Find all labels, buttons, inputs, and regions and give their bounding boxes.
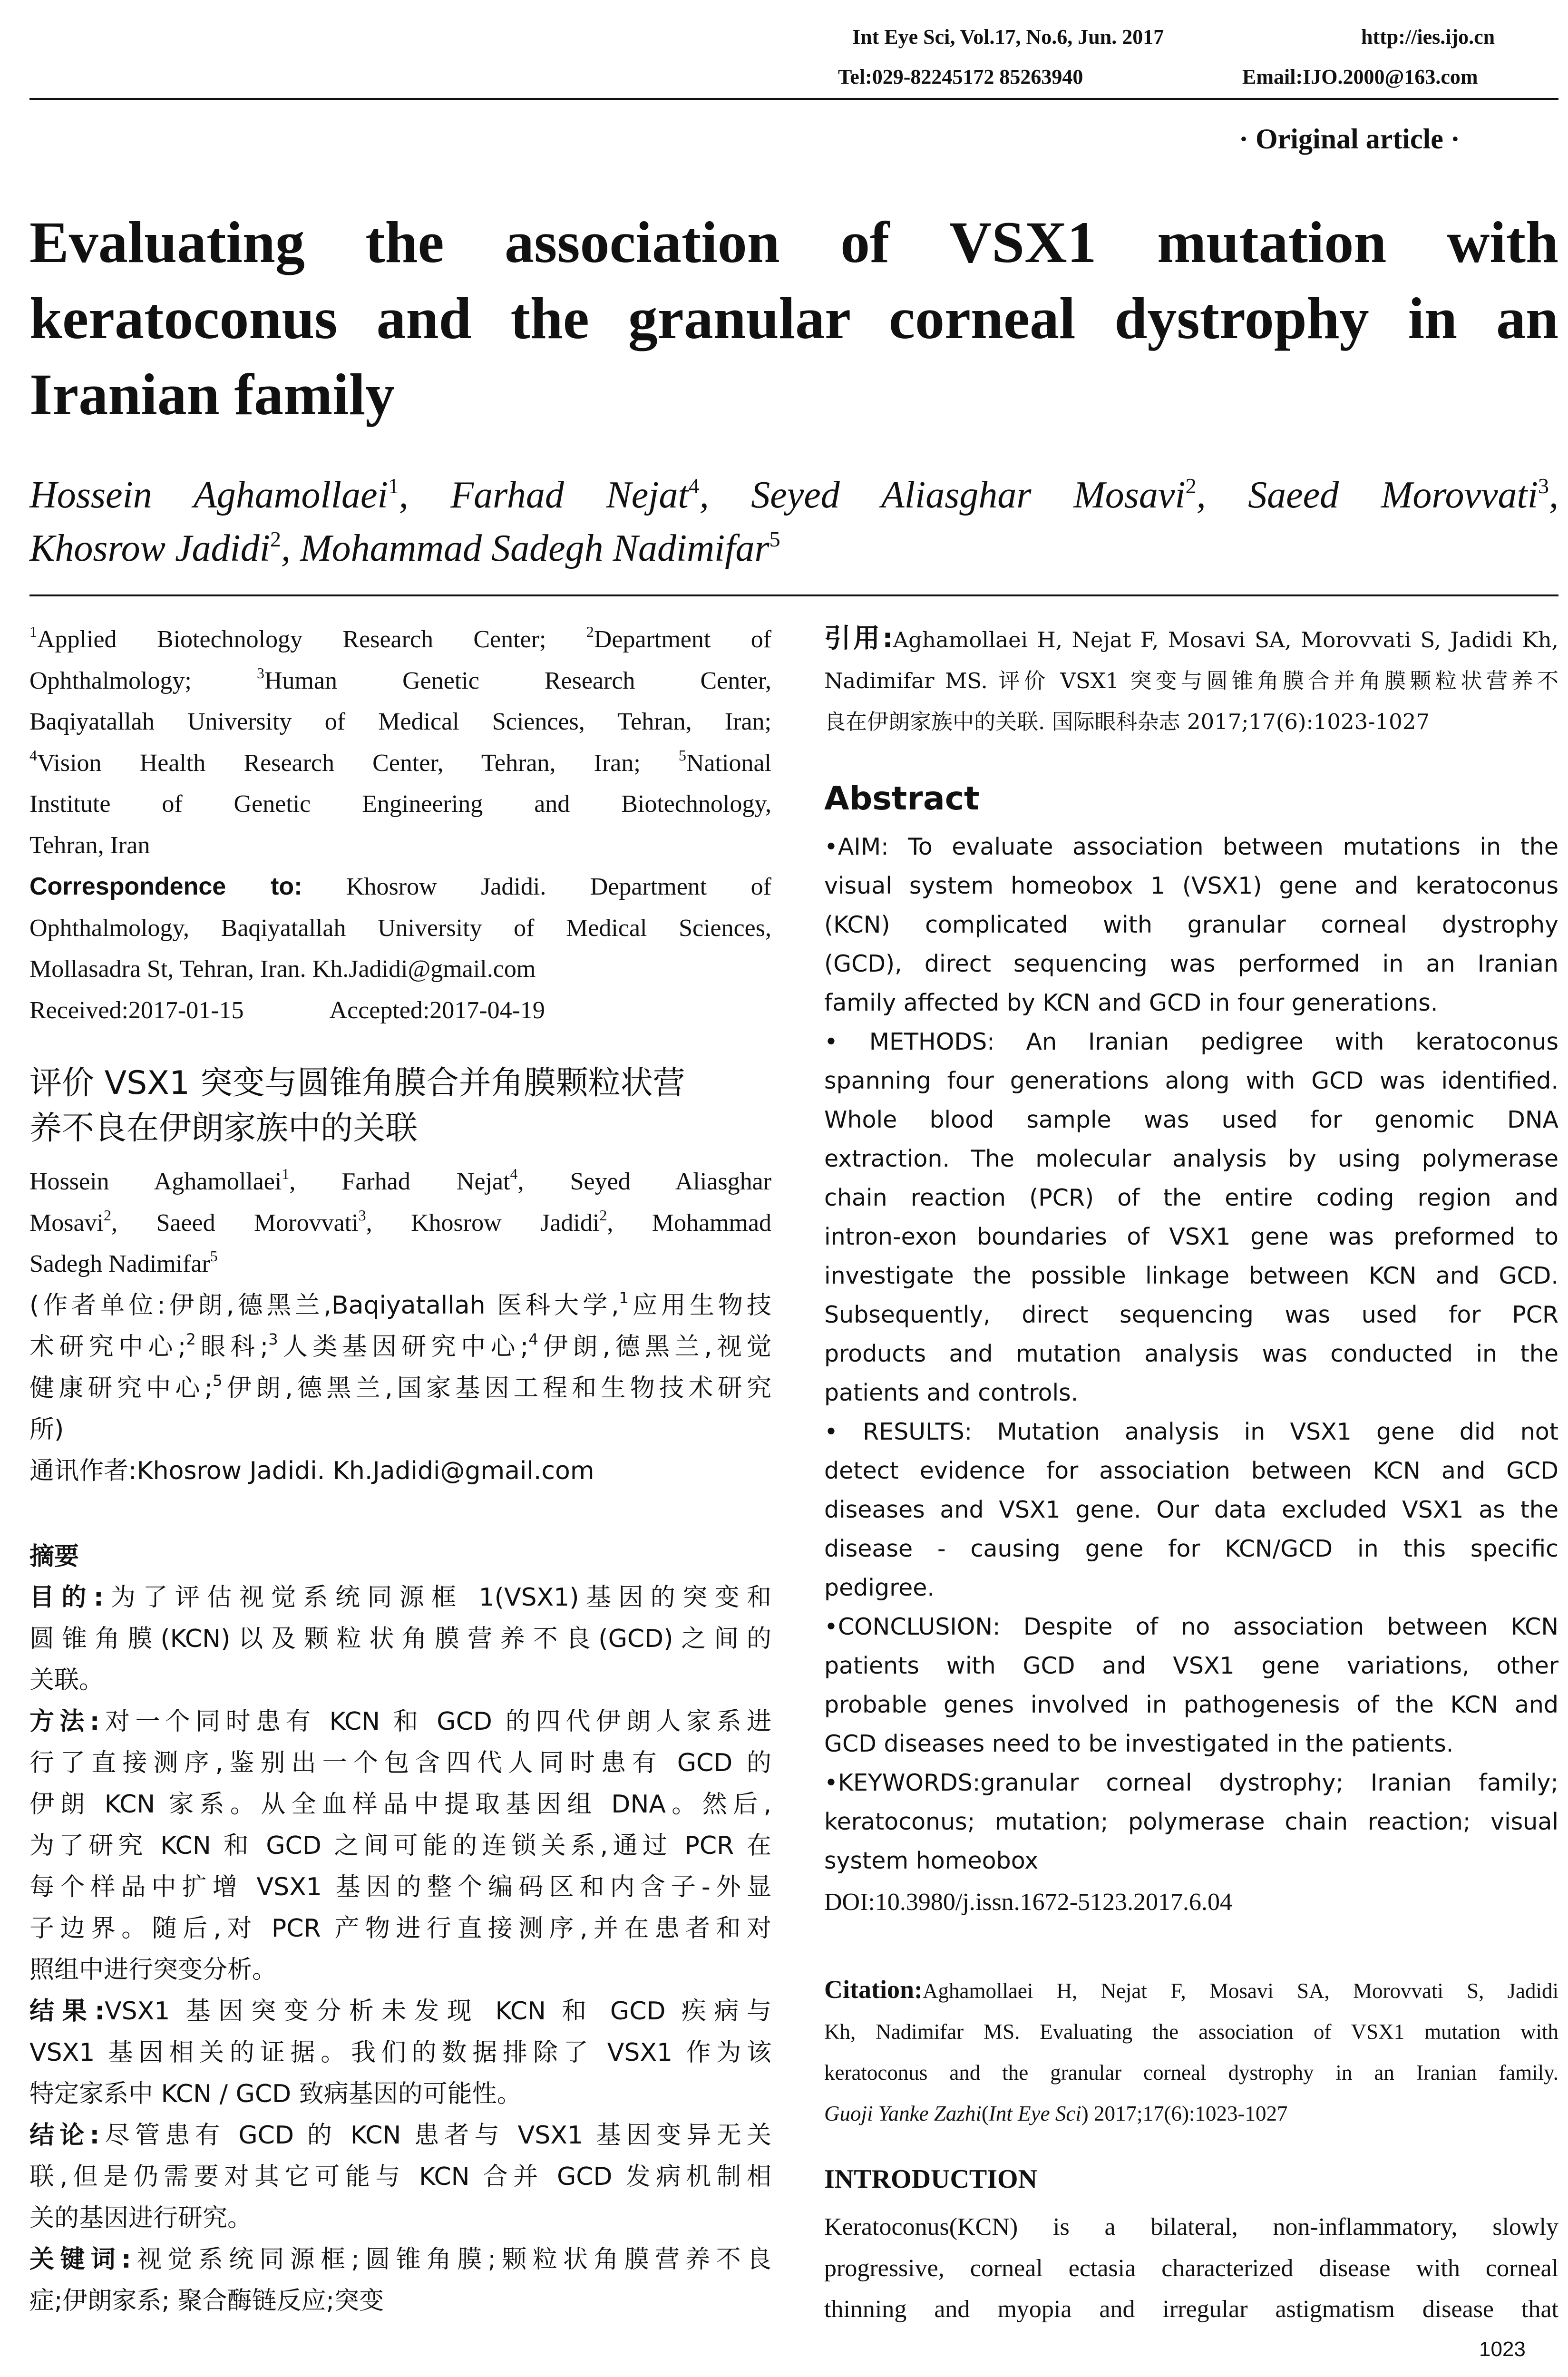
introduction-heading: INTRODUCTION [824,2164,1038,2194]
conclusion-label: •CONCLUSION: [824,1613,1001,1640]
cn-citation-label: 引用: [824,623,893,654]
cn-citation: 引用:Aghamollaei H, Nejat F, Mosavi SA, Morovvati S, Jadidi Kh, Nadimifar MS. 评价 VSX1 突变与圆锥角膜合并角膜颗粒状营养不 良在伊朗家族中的关联. 国际眼科杂志 2017;17(6):1023-1027 [824,623,1558,734]
cn-methods-label: 方法: [29,1707,100,1736]
cn-affiliations: (作者单位:伊朗,德黑兰,Baqiyatallah 医科大学,$^1$应用生物技 术研究中心;$^2$眼科;$^3$人类基因研究中心;$^4$伊朗,德黑兰,视觉 健康研究中心;$^5$伊朗,德黑兰,国家基因工程和生物技术研究 所) 通讯作者:Khosrow Jadidi. Kh.Jadidi@gmail.com [29,1285,771,1492]
cn-conclusion-label: 结论: [29,2121,100,2150]
keywords-label: •KEYWORDS: [824,1769,981,1796]
methods-label: • METHODS: [824,1028,995,1055]
author-name: Seyed Aliasghar Mosavi [751,474,1186,516]
author-name: Khosrow Jadidi [29,527,270,569]
received-date: Received:2017-01-15 [29,996,244,1024]
author-affil-sup: 2 [1185,474,1197,498]
header-rule [29,98,1558,100]
cn-results-label: 结果: [29,1997,105,2026]
cn-abstract: 目的:为了评估视觉系统同源框 1(VSX1)基因的突变和 圆锥角膜(KCN)以及颗粒状角膜营养不良(GCD)之间的 关联。 方法:对一个同时患有 KCN 和 GCD 的四代伊朗人家系进 行了直接测序,鉴别出一个包含四代人同时患有 GCD 的 伊朗 KCN 家系。从全血样品中提取基因组 DNA。然后, 为了研究 KCN 和 GCD 之间可能的连锁关系,通过 PCR 在 每个样品中扩增 VSX1 基因的整个编码区和内含子-外显 子边界。随后,对 PCR 产物进行直接测序,并在患者和对 照组中进行突变分析。 结果:VSX1 基因突变分析未发现 KCN 和 GCD 疾病与 VSX1 基因相关的证据。我们的数据排除了 VSX1 作为该 特定家系中 KCN / GCD 致病基因的可能性。 结论:尽管患有 GCD 的 KCN 患者与 VSX1 基因变异无关 联,但是仍需要对其它可能与 KCN 合并 GCD 发病机制相 关的基因进行研究。 关键词:视觉系统同源框;圆锥角膜;颗粒状角膜营养不良 症;伊朗家系; 聚合酶链反应;突变 [29,1583,772,2315]
cn-aim-label: 目的: [29,1583,104,1612]
abstract-heading: Abstract [824,780,980,818]
author-name: Hossein Aghamollaei [29,474,388,516]
author-affil-sup: 2 [270,527,281,551]
author-name: Saeed Morovvati [1248,474,1538,516]
author-affil-sup: 5 [769,527,780,551]
citation-label: Citation: [824,1975,923,2004]
cn-abstract-heading: 摘要 [29,1542,79,1571]
author-name: Mohammad Sadegh Nadimifar [300,527,769,569]
journal-url[interactable]: http://ies.ijo.cn [1361,25,1495,49]
article-title [29,205,1558,433]
author-name: Farhad Nejat [450,474,689,516]
author-affil-sup: 4 [688,474,700,498]
introduction-body: Keratoconus(KCN) is a bilateral, non-inflammatory, slowly progressive, corneal ectasia characterized disease with corneal thinning and myopia and irregular astigmatism disease that [824,2213,1558,2323]
title-line: keratoconus and the granular corneal dystrophy in an [29,286,1558,351]
citation: Citation:Aghamollaei H, Nejat F, Mosavi SA, Morovvati S, Jadidi Kh, Nadimifar MS. Evaluating the association of VSX1 mutation with keratoconus and the granular corneal dystrophy in an Iranian family. Guoji Yanke Zazhi(Int Eye Sci) 2017;17(6):1023-1027 [824,1975,1558,2125]
author-list: Hossein Aghamollaei$^1$, Farhad Nejat$^4$, Seyed Aliasghar Mosavi$^2$, Saeed Morovvati$^3$, Khosrow Jadidi$^2$, Mohammad Sadegh Nadimifar$^5$ [29,474,1558,569]
affiliations: $^1$Applied Biotechnology Research Center; $^2$Department of Ophthalmology; $^3$Human Genetic Research Center, Baqiyatallah University of Medical Sciences, Tehran, Iran; $^4$Vision Health Research Center, Tehran, Iran; $^5$National Institute of Genetic Engineering and Biotechnology, Tehran, Iran Correspondence to: Khosrow Jadidi. Department of Ophthalmology, Baqiyatallah University of Medical Sciences, Mollasadra St, Tehran, Iran. Kh.Jadidi@gmail.com Received:2017-01-15 Accepted:2017-04-19 [29,623,772,1024]
cn-authors: Hossein Aghamollaei$^1$, Farhad Nejat$^4$, Seyed Aliasghar Mosavi$^2$, Saeed Morovvati$^3$, Khosrow Jadidi$^2$, Mohammad Sadegh Nadimifar$^5$ [29,1165,772,1277]
page-number: 1023 [1479,2338,1526,2361]
journal-phone: Tel:029-82245172 85263940 [838,65,1083,88]
authors-rule [29,594,1558,596]
correspondence-email: Mollasadra St, Tehran, Iran. Kh.Jadidi@gmail.com [29,955,536,983]
author-affil-sup: 1 [388,474,399,498]
accepted-date: Accepted:2017-04-19 [329,996,545,1024]
journal-email[interactable]: Email:IJO.2000@163.com [1242,65,1478,88]
journal-info: Int Eye Sci, Vol.17, No.6, Jun. 2017 [852,25,1164,49]
results-label: • RESULTS: [824,1418,973,1445]
cn-correspondence: 通讯作者:Khosrow Jadidi. Kh.Jadidi@gmail.com [29,1457,594,1485]
article-type: · Original article · [1239,123,1460,155]
title-line: Iranian family [29,362,395,427]
cn-title: 评价 VSX1 突变与圆锥角膜合并角膜颗粒状营 养不良在伊朗家族中的关联 [29,1064,685,1147]
correspondence-label: Correspondence to: [29,873,302,900]
aim-label: •AIM: [824,833,889,860]
abstract-body: •AIM: To evaluate association between mutations in the visual system homeobox 1 (VSX1) gene and keratoconus (KCN) complicated with granular corneal dystrophy (GCD), direct sequencing was performed in an Iranian family affected by KCN and GCD in four generations. • METHODS: An Iranian pedigree with keratoconus spanning four generations along with GCD was identified. Whole blood sample was used for genomic DNA extraction. The molecular analysis by using polymerase chain reaction (PCR) of the entire coding region and intron-exon boundaries of VSX1 gene was preformed to investigate the possible linkage between KCN and GCD. Subsequently, direct sequencing was used for PCR products and mutation analysis was conducted in the patients and controls. • RESULTS: Mutation analysis in VSX1 gene did not detect evidence for association between KCN and GCD diseases and VSX1 gene. Our data excluded VSX1 as the disease - causing gene for KCN/GCD in this specific pedigree. •CONCLUSION: Despite of no association between KCN patients with GCD and VSX1 gene variations, other probable genes involved in pathogenesis of the KCN and GCD diseases need to be investigated in the patients. •KEYWORDS:granular corneal dystrophy; Iranian family; keratoconus; mutation; polymerase chain reaction; visual system homeobox [824,833,1559,1874]
title-line: Evaluating the association of VSX1 mutation with [29,210,1558,275]
cn-keywords-label: 关键词: [29,2245,131,2274]
author-affil-sup: 3 [1538,474,1549,498]
doi[interactable]: DOI:10.3980/j.issn.1672-5123.2017.6.04 [824,1889,1232,1916]
